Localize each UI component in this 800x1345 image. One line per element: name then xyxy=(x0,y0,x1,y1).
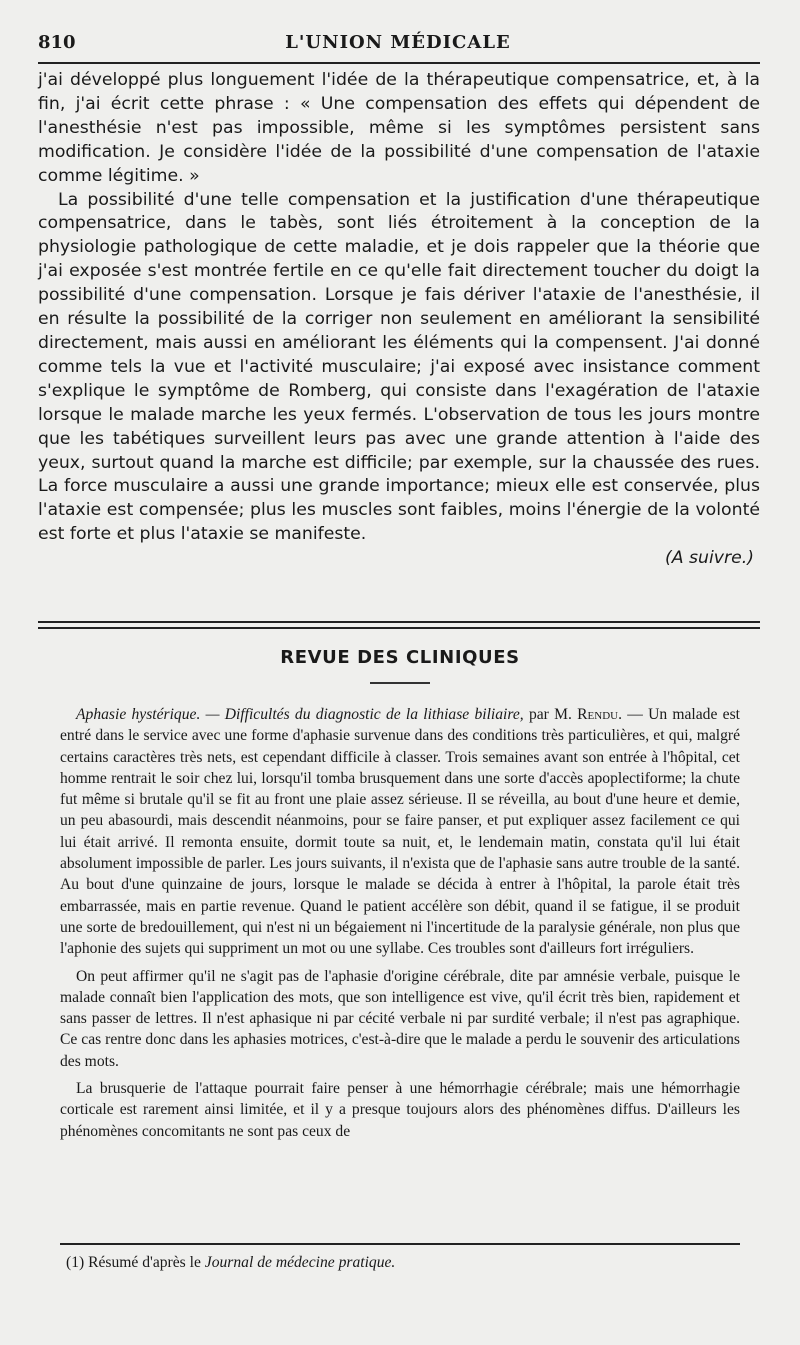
paragraph: La brusquerie de l'attaque pourrait faire penser à une hémorrhagie cérébrale; mais une hémorrhagie corticale est rarement ainsi limitée, et il y a presque toujours alors des phénomènes diffus. D'ailleurs les phénomènes concomitants ne sont pas ceux de xyxy=(60,1080,740,1140)
to-be-continued: (A suivre.) xyxy=(664,548,754,569)
section-divider-bottom xyxy=(38,627,760,629)
page-header xyxy=(38,28,758,58)
clinical-article xyxy=(60,704,740,1148)
section-divider-top xyxy=(38,621,760,623)
paragraph: La possibilité d'une telle compensation et la justification d'une thérapeutique compensatrice, dans le tabès, sont liés étroitement à la conception de la physiologie pathologique de cette maladie, et je dois rappeler que la théorie que j'ai exposée s'est montrée fertile en ce qu'elle fait directement toucher du doigt la possibilité d'une compensation. Lorsque je fais dériver l'ataxie de l'anesthésie, il en résulte la possibilité de la corriger non seulement en améliorant la sensibilité directement, mais aussi en améliorant les éléments qui la compensent. J'ai donné comme tels la vue et l'activité musculaire; j'ai exposé avec insistance comment s'explique le symptôme de Romberg, qui consiste dans l'exagération de l'ataxie lorsque le malade marche les yeux fermés. L'observation de tous les jours montre que les tabétiques surveillent leurs pas avec une grande attention à l'aide des yeux, surtout quand la marche est difficile; par exemple, sur la chaussée des rues. La force musculaire a aussi une grande importance; mieux elle est conservée, plus l'ataxie est compensée; plus les muscles sont faibles, moins l'énergie de la volonté est forte et plus l'ataxie se manifeste. xyxy=(38,189,760,545)
footnote-text: Résumé d'après le xyxy=(88,1254,201,1271)
author-prefix: par M. xyxy=(528,706,572,723)
section-title: REVUE DES CLINIQUES xyxy=(280,647,520,668)
article-continuation xyxy=(38,69,760,571)
footnote xyxy=(66,1254,736,1272)
paragraph: On peut affirmer qu'il ne s'agit pas de l'aphasie d'origine cérébrale, dite par amnésie verbale, puisque le malade connaît bien l'application des mots, que son intelligence est vive, qu'il écrit très bien, rapidement et sans passer de lettres. Il n'est aphasique ni par cécité verbale ni par surdité verbale; il n'est pas agraphique. Ce cas rentre donc dans les aphasies motrices, c'est-à-dire que le malade a perdu le souvenir des articulations des mots. xyxy=(60,967,740,1070)
paragraph-text: — Un malade est entré dans le service avec une forme d'aphasie survenue dans des conditions très particulières, et qui, malgré certains caractères très nets, est cependant difficile à classer. Trois semaines avant son entrée à l'hôpital, cet homme rentrait le soir chez lui, lorsqu'il tomba brusquement dans une sorte d'accès apoplectiforme; la chute fut même si brutale qu'il se fit au front une plaie assez sérieuse. Il se réveilla, au bout d'une heure et demie, un peu abasourdi, mais descendit néanmoins, pour se faire panser, et put expliquer assez facilement ce qui lui était arrivé. Il remonta ensuite, dormit toute sa nuit, et, le lendemain matin, constata qu'il lui était absolument impossible de parler. Les jours suivants, il n'exista que de l'aphasie sans autre trouble de la santé. Au bout d'une quinzaine de jours, lorsque le malade se décida à entrer à l'hôpital, la parole était très embarrassée, mais en partie revenue. Quand le patient accélère son débit, quand il se fatigue, il se produit une sorte de bredouillement, qui n'est ni un bégaiement ni l'incertitude de la paralysie générale, non plus que l'aphonie des sujets qui suppriment un mot ou une syllabe. Ces troubles sont d'ailleurs fort irréguliers. xyxy=(60,706,740,958)
running-title: L'UNION MÉDICALE xyxy=(285,32,511,53)
header-rule xyxy=(38,62,760,64)
footnote-mark: (1) xyxy=(66,1254,85,1271)
clinical-first-paragraph xyxy=(60,704,740,960)
clinical-heading-title: Aphasie hystérique. — Difficultés du diagnostic de la lithiase biliaire, xyxy=(76,706,524,723)
footnote-source: Journal de médecine pratique. xyxy=(204,1254,396,1271)
footnote-rule xyxy=(60,1243,740,1245)
author-name: Rendu. xyxy=(577,706,622,723)
section-title-rule xyxy=(370,682,430,684)
page-number: 810 xyxy=(38,32,76,53)
paragraph: j'ai développé plus longuement l'idée de la thérapeutique compensatrice, et, à la fin, j'ai écrit cette phrase : « Une compensation des effets qui dépendent de l'anesthésie n'est pas impossible, même si les symptômes persistent sans modification. Je considère l'idée de la possibilité d'une compensation de l'ataxie comme légitime. » xyxy=(38,70,760,186)
